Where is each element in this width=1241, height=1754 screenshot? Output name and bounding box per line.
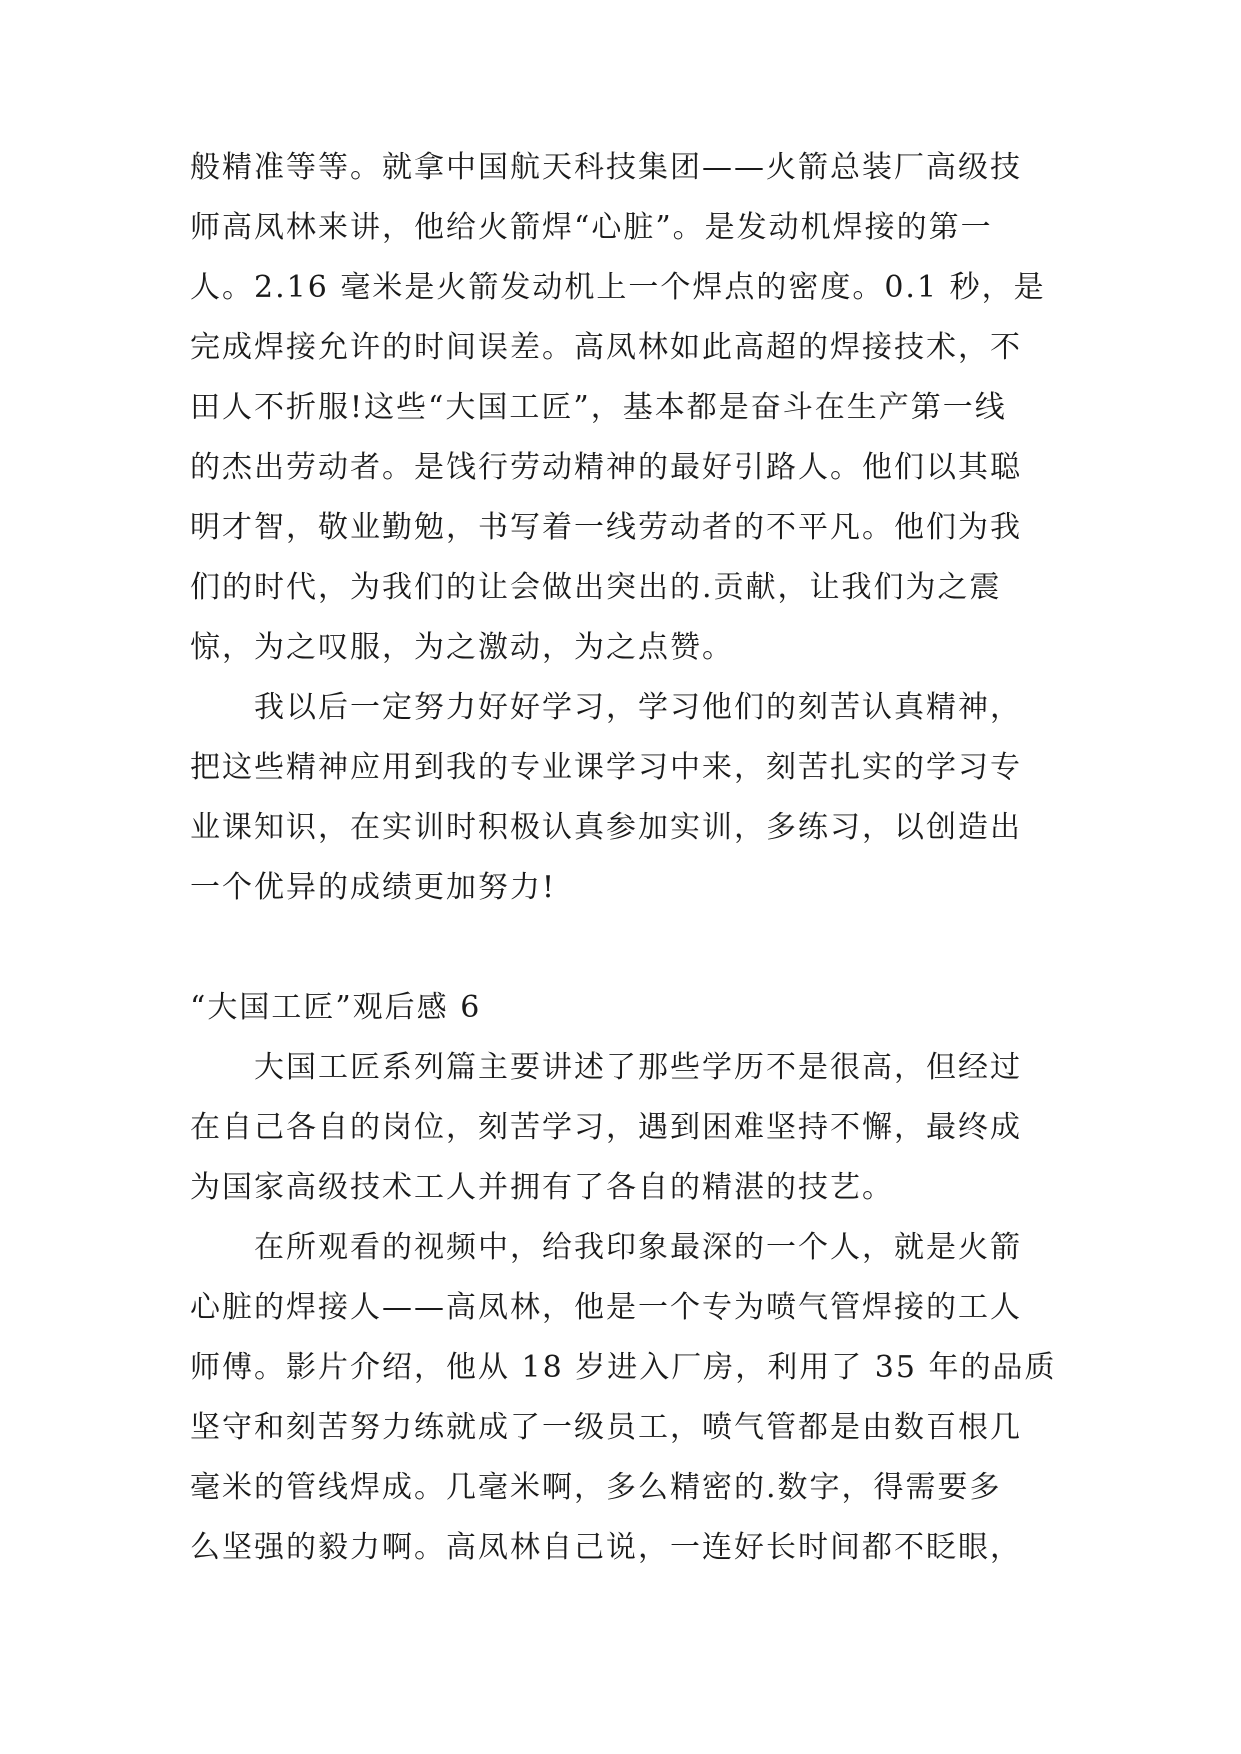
- text-line: 业课知识，在实训时积极认真参加实训，多练习，以创造出: [190, 810, 1022, 845]
- text-line: 毫米的管线焊成。几毫米啊，多么精密的.数字，得需要多: [190, 1470, 1002, 1505]
- text-line: 人。2.16 毫米是火箭发动机上一个焊点的密度。0.1 秒，是: [190, 270, 1046, 305]
- paragraph-impression: [190, 1218, 1070, 1578]
- text-line: 么坚强的毅力啊。高凤林自己说，一连好长时间都不眨眼，: [190, 1530, 1022, 1565]
- text-line: 师傅。影片介绍，他从 18 岁进入厂房，利用了 35 年的品质: [190, 1350, 1057, 1385]
- text-line: 大国工匠系列篇主要讲述了那些学历不是很高，但经过: [254, 1050, 1022, 1085]
- text-line: 一个优异的成绩更加努力!: [190, 870, 557, 905]
- paragraph-resolution: [190, 678, 1070, 918]
- text-line: 们的时代，为我们的让会做出突出的.贡献，让我们为之震: [190, 570, 1002, 605]
- paragraph-continuation: [190, 138, 1070, 678]
- text-line: 田人不折服!这些“大国工匠”，基本都是奋斗在生产第一线: [190, 390, 1007, 425]
- text-line: 般精准等等。就拿中国航天科技集团——火箭总装厂高级技: [190, 150, 1022, 185]
- text-line: 在自己各自的岗位，刻苦学习，遇到困难坚持不懈，最终成: [190, 1110, 1022, 1145]
- section-spacer: [190, 918, 1070, 978]
- text-line: 惊，为之叹服，为之激动，为之点赞。: [190, 630, 734, 665]
- text-line: 心脏的焊接人——高凤林，他是一个专为喷气管焊接的工人: [190, 1290, 1022, 1325]
- text-line: 我以后一定努力好好学习，学习他们的刻苦认真精神，: [254, 690, 1022, 725]
- text-line: 明才智，敬业勤勉，书写着一线劳动者的不平凡。他们为我: [190, 510, 1022, 545]
- text-line: 在所观看的视频中，给我印象最深的一个人，就是火箭: [254, 1230, 1022, 1265]
- paragraph-intro: [190, 1038, 1070, 1218]
- section-heading: “大国工匠”观后感 6: [190, 990, 482, 1025]
- text-line: 为国家高级技术工人并拥有了各自的精湛的技艺。: [190, 1170, 894, 1205]
- text-line: 把这些精神应用到我的专业课学习中来，刻苦扎实的学习专: [190, 750, 1022, 785]
- text-line: 师高凤林来讲，他给火箭焊“心脏”。是发动机焊接的第一: [190, 210, 993, 245]
- text-line: 坚守和刻苦努力练就成了一级员工，喷气管都是由数百根几: [190, 1410, 1022, 1445]
- document-body: [190, 138, 1070, 1578]
- text-line: 的杰出劳动者。是饯行劳动精神的最好引路人。他们以其聪: [190, 450, 1022, 485]
- text-line: 完成焊接允许的时间误差。高凤林如此高超的焊接技术，不: [190, 330, 1022, 365]
